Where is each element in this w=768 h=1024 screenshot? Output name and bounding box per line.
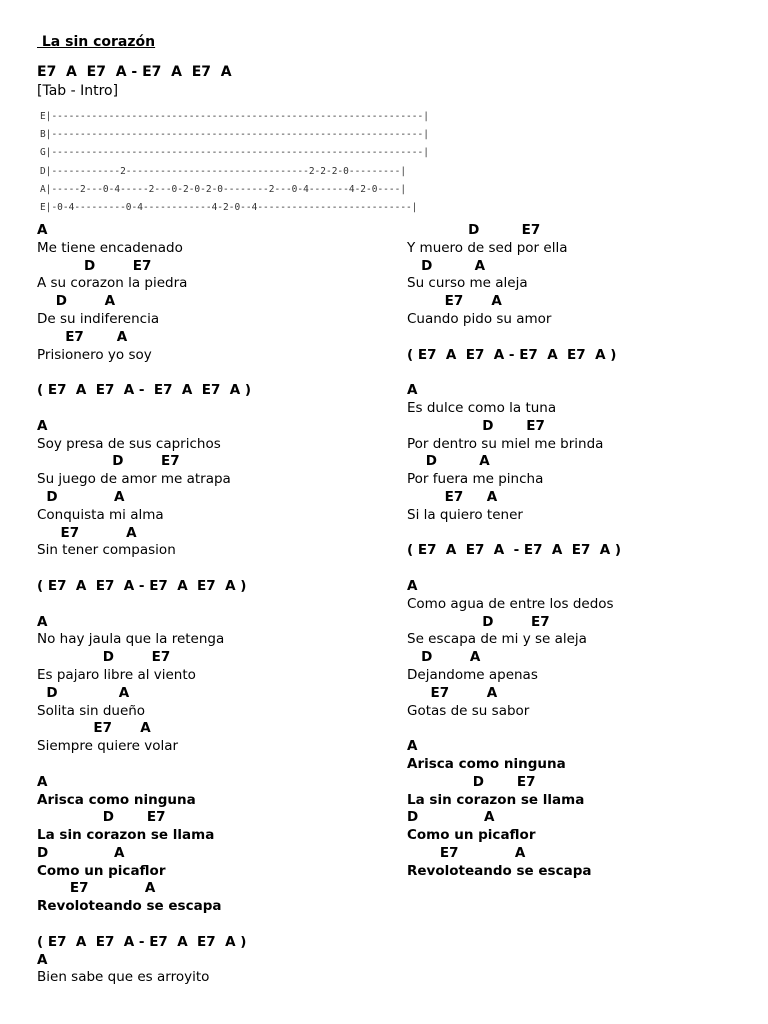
chord-line: ( E7 A E7 A - E7 A E7 A ) — [407, 346, 617, 363]
lyric-line: Es pajaro libre al viento — [37, 666, 196, 683]
chord-line: A — [407, 577, 418, 594]
stanza-gap — [37, 560, 397, 578]
chord-line: D E7 — [407, 417, 545, 434]
lyric-line: Por fuera me pincha — [407, 471, 544, 488]
chord-line: A — [407, 738, 418, 755]
lyric-line: Su curso me aleja — [407, 275, 528, 292]
chord-line: A — [37, 773, 48, 790]
stanza-gap — [37, 756, 397, 774]
chord-line: D E7 — [407, 773, 536, 790]
tab-line: A|-----2---0-4-----2---0-2-0-2-0--------2---0-4-------4-2-0----| — [40, 183, 407, 195]
chord-line: A — [37, 951, 48, 968]
intro-tablature — [40, 108, 429, 217]
chord-line: A — [37, 222, 48, 238]
chorus-lyric-line: La sin corazon se llama — [407, 791, 585, 808]
chord-line: E7 A — [407, 488, 498, 505]
chord-line: D A — [407, 257, 486, 274]
chord-line: A — [37, 613, 48, 630]
stanza-gap — [37, 916, 397, 934]
chord-line: E7 A — [407, 684, 498, 701]
lyric-line: No hay jaula que la retenga — [37, 631, 225, 648]
chorus-lyric-line: Revoloteando se escapa — [407, 862, 592, 879]
tab-line: B|-----------------------------------------------------------------| — [40, 129, 429, 141]
lyric-line: Si la quiero tener — [407, 506, 523, 523]
tab-line: G|-----------------------------------------------------------------| — [40, 147, 429, 159]
lyric-line: Como agua de entre los dedos — [407, 595, 614, 612]
stanza-gap — [407, 329, 767, 347]
chord-line: D A — [407, 649, 481, 666]
chord-line: E7 A — [37, 720, 151, 737]
chord-line: A — [37, 417, 48, 434]
chorus-lyric-line: Revoloteando se escapa — [37, 898, 222, 915]
chord-line: E7 A — [37, 524, 137, 541]
tab-line: E|-0-4---------0-4------------4-2-0--4---------------------------| — [40, 201, 418, 213]
chord-line: D E7 — [407, 613, 550, 630]
tab-intro-label: [Tab - Intro] — [37, 83, 119, 99]
tab-line: E|-----------------------------------------------------------------| — [40, 111, 429, 122]
stanza-gap — [407, 525, 767, 543]
chorus-lyric-line: Como un picaflor — [407, 827, 536, 844]
lyrics-column-left — [37, 222, 397, 987]
chord-line: E7 A — [37, 328, 128, 345]
lyric-line: Y muero de sed por ella — [407, 239, 568, 256]
lyric-line: Bien sabe que es arroyito — [37, 969, 210, 986]
lyric-line: Por dentro su miel me brinda — [407, 435, 604, 452]
chord-line: D A — [37, 488, 125, 505]
stanza-gap — [37, 596, 397, 614]
stanza-gap — [407, 364, 767, 382]
lyric-line: Sin tener compasion — [37, 542, 176, 559]
lyric-line: Su juego de amor me atrapa — [37, 471, 231, 488]
chord-line: A — [407, 382, 418, 399]
chord-line: D A — [407, 809, 495, 826]
lyric-line: Cuando pido su amor — [407, 310, 552, 327]
tab-line: D|------------2--------------------------------2-2-2-0---------| — [40, 165, 407, 177]
chord-line: D A — [37, 844, 125, 861]
chord-line: ( E7 A E7 A - E7 A E7 A ) — [37, 933, 247, 950]
song-title: La sin corazón — [37, 34, 156, 50]
chord-line: D A — [37, 684, 130, 701]
chord-line: D A — [407, 453, 490, 470]
lyric-line: Siempre quiere volar — [37, 738, 179, 755]
lyric-line: A su corazon la piedra — [37, 275, 188, 292]
stanza-gap — [407, 720, 767, 738]
chord-line: E7 A — [407, 844, 526, 861]
chord-line: D E7 — [407, 222, 541, 238]
chord-line: D E7 — [37, 809, 166, 826]
lyric-line: Solita sin dueño — [37, 702, 146, 719]
chord-line: ( E7 A E7 A - E7 A E7 A ) — [37, 577, 247, 594]
lyrics-column-right — [407, 222, 767, 880]
chord-line: ( E7 A E7 A - E7 A E7 A ) — [407, 542, 622, 559]
chorus-lyric-line: La sin corazon se llama — [37, 827, 215, 844]
lyric-line: Es dulce como la tuna — [407, 399, 557, 416]
chord-line: ( E7 A E7 A - E7 A E7 A ) — [37, 382, 252, 399]
lyric-line: Soy presa de sus caprichos — [37, 435, 221, 452]
chorus-lyric-line: Como un picaflor — [37, 862, 166, 879]
chord-line: D E7 — [37, 257, 152, 274]
lyric-line: Dejandome apenas — [407, 666, 538, 683]
chord-line: D A — [37, 293, 116, 310]
lyric-line: Me tiene encadenado — [37, 239, 183, 256]
stanza-gap — [407, 560, 767, 578]
chorus-lyric-line: Arisca como ninguna — [407, 755, 566, 772]
chord-line: D E7 — [37, 453, 180, 470]
lyric-line: Conquista mi alma — [37, 506, 164, 523]
lyric-line: Gotas de su sabor — [407, 702, 530, 719]
stanza-gap — [37, 400, 397, 418]
stanza-gap — [37, 364, 397, 382]
intro-chords: E7 A E7 A - E7 A E7 A — [37, 64, 232, 80]
lyric-line: Se escapa de mi y se aleja — [407, 631, 587, 648]
lyric-line: De su indiferencia — [37, 310, 160, 327]
chorus-lyric-line: Arisca como ninguna — [37, 791, 196, 808]
chord-line: E7 A — [37, 880, 156, 897]
chord-line: D E7 — [37, 649, 171, 666]
chord-line: E7 A — [407, 293, 502, 310]
lyric-line: Prisionero yo soy — [37, 346, 152, 363]
